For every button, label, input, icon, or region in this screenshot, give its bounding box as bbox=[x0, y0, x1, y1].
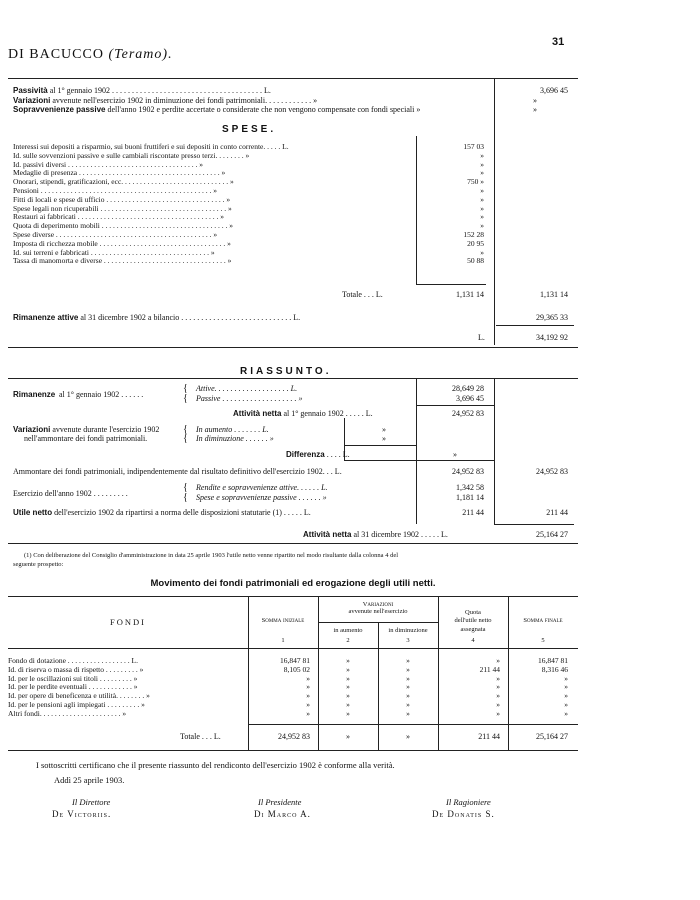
variazioni-label: Variazioni bbox=[13, 96, 51, 105]
brace-diminuzione: { bbox=[183, 433, 188, 444]
mov-total-c4: 211 44 bbox=[478, 732, 500, 741]
utile-rest: dell'esercizio 1902 da ripartirsi a norma delle disposizioni statutarie (1) . . . . . L. bbox=[52, 508, 311, 517]
spese-row-label: Fitti di locali e spese di ufficio . . . . . . . . . . . . . . . . . . . . . . . . . . . . . . . . » bbox=[13, 194, 231, 204]
certification: I sottoscritti certificano che il presente riassunto del rendiconto dell'esercizio 1902 è conforme alla verità. bbox=[36, 760, 395, 770]
brace-rendite: { bbox=[183, 482, 188, 493]
sopravvenienze-row bbox=[13, 105, 420, 114]
spese-row-value: 50 88 bbox=[467, 256, 484, 266]
spese-row-value: 20 95 bbox=[467, 238, 484, 248]
mov-cell-c4: » bbox=[496, 682, 500, 692]
mov-cell-c1: » bbox=[306, 708, 310, 718]
attivita-netta-rest: al 1° gennaio 1902 . . . . . L. bbox=[281, 409, 373, 418]
mov-cell-c5: » bbox=[564, 682, 568, 692]
brace-aumento: { bbox=[183, 424, 188, 435]
mov-cell-c2: » bbox=[346, 682, 350, 692]
attivita-netta-label: Attività netta bbox=[233, 409, 282, 418]
passivita-text: al 1° gennaio 1902 . . . . . . . . . . . . . . . . . . . . . . . . . . . . . . . . . . . . . . L. bbox=[47, 86, 271, 95]
th-n4: 4 bbox=[471, 637, 475, 644]
page-number: 31 bbox=[552, 36, 565, 48]
attivita-finale-label: Attività netta bbox=[303, 530, 352, 539]
rimanenze-amount: 29,365 33 bbox=[536, 313, 568, 322]
differenza-rest: . . . . L. bbox=[324, 450, 350, 459]
mov-cell-c4: » bbox=[496, 656, 500, 665]
spese-row-value: » bbox=[480, 203, 484, 213]
rule-grand bbox=[496, 325, 574, 326]
riassunto-title: RIASSUNTO. bbox=[240, 366, 332, 377]
rimanenze-label: Rimanenze attive bbox=[13, 313, 79, 322]
mov-cell-c4: 211 44 bbox=[479, 664, 500, 674]
variazioni-text: avvenute nell'esercizio 1902 in diminuzione dei fondi patrimoniali. . . . . . . . . . . . » bbox=[50, 96, 318, 105]
mov-cell-c2: » bbox=[346, 700, 350, 709]
passive-label: Passive . . . . . . . . . . . . . . . . . . . » bbox=[196, 394, 303, 403]
rule-movimento-top bbox=[8, 596, 578, 597]
mov-cell-c5: » bbox=[564, 673, 568, 683]
movimento-title: Movimento dei fondi patrimoniali ed erogazione degli utili netti. bbox=[150, 578, 436, 589]
mov-row-label: Id. di riserva o massa di rispetto . . . . . . . . . » bbox=[8, 664, 144, 674]
mov-cell-c5: 8,316 46 bbox=[541, 664, 568, 674]
mov-cell-c2: » bbox=[346, 673, 350, 683]
signature-role-presidente: Il Presidente bbox=[258, 797, 302, 807]
differenza-value: » bbox=[453, 450, 457, 459]
ammontare-right: 24,952 83 bbox=[536, 467, 568, 476]
rule-top bbox=[8, 78, 578, 79]
mov-total-c2: » bbox=[346, 732, 350, 741]
riassunto-variazioni-line2: nell'ammontare dei fondi patrimoniali. bbox=[24, 434, 148, 443]
mov-row-label: Id. per le perdite eventuali . . . . . . . . . . . . » bbox=[8, 682, 138, 692]
th-quota-sub2: assegnata bbox=[460, 626, 486, 633]
mov-cell-c3: » bbox=[406, 700, 410, 709]
th-n1: 1 bbox=[281, 637, 285, 644]
spese-total-value: 1,131 14 bbox=[456, 290, 484, 299]
utile-right: 211 44 bbox=[546, 508, 568, 517]
signature-role-ragioniere: Il Ragioniere bbox=[446, 797, 491, 807]
rule-riassunto-right bbox=[494, 378, 495, 524]
attivita-netta-row bbox=[233, 409, 373, 418]
rule-after-riassunto bbox=[8, 543, 578, 544]
mov-cell-c3: » bbox=[406, 682, 410, 692]
rule-var-split bbox=[318, 622, 438, 623]
in-diminuzione-label: In diminuzione . . . . . . » bbox=[196, 434, 274, 443]
rendite-value: 1,342 58 bbox=[456, 483, 484, 492]
mov-cell-c2: » bbox=[346, 664, 350, 674]
footnote-line1: (1) Con deliberazione del Consiglio d'amministrazione in data 25 aprile 1903 l'utile netto venne ripartito nel modo risultante dalla colonna 4 del bbox=[24, 552, 399, 559]
spese-row-value: » bbox=[480, 159, 484, 169]
rule-ammontare bbox=[344, 460, 494, 461]
mov-cell-c5: » bbox=[564, 708, 568, 718]
mov-cell-c3: » bbox=[406, 656, 410, 665]
spese-row-value: » bbox=[480, 150, 484, 160]
footnote-line2: seguente prospetto: bbox=[13, 561, 64, 568]
spese-row-label: Interessi sui depositi a risparmio, sui buoni fruttiferi e sui depositi in conto corrente. . . . . L. bbox=[13, 142, 289, 151]
spese-title: SPESE. bbox=[222, 124, 277, 135]
rimanenze-text: al 31 dicembre 1902 a bilancio . . . . . . . . . . . . . . . . . . . . . . . . . . . . L. bbox=[78, 313, 301, 322]
spese-total-right: 1,131 14 bbox=[540, 290, 568, 299]
th-somma-finale: Somma finale bbox=[523, 617, 563, 624]
mov-cell-c5: 16,847 81 bbox=[538, 656, 568, 665]
rule-right-col bbox=[494, 78, 495, 345]
rule-differenza bbox=[344, 445, 416, 446]
mov-cell-c3: » bbox=[406, 708, 410, 718]
brace-spese: { bbox=[183, 492, 188, 503]
variazioni-row bbox=[13, 96, 317, 105]
sopravvenienze-label: Sopravvenienze passive bbox=[13, 105, 106, 114]
in-aumento-value: » bbox=[382, 425, 386, 434]
spese-row-label: Tassa di manomorta e diverse . . . . . . . . . . . . . . . . . . . . . . . . . . . . . . . . . » bbox=[13, 256, 232, 266]
th-n5: 5 bbox=[541, 637, 545, 644]
rule-riassunto bbox=[8, 378, 578, 379]
spese-row-value: » bbox=[480, 212, 484, 222]
mov-cell-c1: » bbox=[306, 682, 310, 692]
spese-row-value: » bbox=[480, 168, 484, 178]
mov-cell-c3: » bbox=[406, 691, 410, 701]
th-variazioni: Variazioni bbox=[362, 601, 394, 608]
mov-cell-c4: » bbox=[496, 700, 500, 709]
ammontare-value: 24,952 83 bbox=[452, 467, 484, 476]
th-in-diminuzione: in diminuzione bbox=[388, 627, 428, 634]
mov-cell-c2: » bbox=[346, 691, 350, 701]
attivita-netta-value: 24,952 83 bbox=[452, 409, 484, 418]
mov-cell-c2: » bbox=[346, 708, 350, 718]
mov-row-label: Id. per opere di beneficenza e utilità. . . . . . . . » bbox=[8, 691, 150, 701]
th-n2: 2 bbox=[346, 637, 350, 644]
riassunto-variazioni-label: Variazioni bbox=[13, 425, 51, 434]
passivita-amount: 3,696 45 bbox=[540, 86, 568, 95]
page-title-text: DI BACUCCO bbox=[8, 47, 104, 62]
mov-cell-c5: » bbox=[564, 700, 568, 709]
signature-role-direttore: Il Direttore bbox=[72, 797, 111, 807]
rule-finale bbox=[494, 524, 574, 525]
th-in-aumento: in aumento bbox=[333, 627, 363, 634]
rule-header-bottom bbox=[8, 648, 578, 649]
differenza-row bbox=[286, 450, 350, 459]
spese-row-label: Id. sui terreni e fabbricati . . . . . . . . . . . . . . . . . . . . . . . . . . . . . . . . » bbox=[13, 247, 215, 257]
attivita-finale-rest: al 31 dicembre 1902 . . . . . L. bbox=[351, 530, 448, 539]
rimanenze-row bbox=[13, 313, 300, 322]
mov-row-label: Id. per le oscillazioni sui titoli . . . . . . . . . » bbox=[8, 673, 138, 683]
attive-label: Attive. . . . . . . . . . . . . . . . . . . L. bbox=[196, 384, 298, 393]
spese-row-label: Spese diverse . . . . . . . . . . . . . . . . . . . . . . . . . . . . . . . . . . . . . . . . . . » bbox=[13, 230, 218, 239]
brace-attive: { bbox=[183, 383, 188, 394]
spese-row-value: 157 03 bbox=[463, 142, 484, 151]
ammontare-label: Ammontare dei fondi patrimoniali, indipendentemente dal risultato definitivo dell'esercizio 1902. . . L. bbox=[13, 467, 342, 476]
brace-passive: { bbox=[183, 393, 188, 404]
rule-attivita bbox=[416, 405, 494, 406]
th-quota: Quota bbox=[465, 609, 481, 616]
date-line: Addì 25 aprile 1903. bbox=[54, 775, 125, 785]
differenza-label: Differenza bbox=[286, 450, 325, 459]
th-quota-sub1: dell'utile netto bbox=[454, 617, 492, 624]
signature-name-0: De Victoriis. bbox=[52, 809, 112, 819]
signature-name-2: De Donatis S. bbox=[432, 809, 495, 819]
rule-mov-total bbox=[248, 724, 578, 725]
in-aumento-label: In aumento . . . . . . . L. bbox=[196, 425, 269, 434]
spese-riassunto-value: 1,181 14 bbox=[456, 493, 484, 502]
mov-cell-c3: » bbox=[406, 673, 410, 683]
spese-row-label: Onorari, stipendi, gratificazioni, ecc. . . . . . . . . . . . . . . . . . . . . . . . . . . . . » bbox=[13, 177, 234, 187]
rule-after-grand bbox=[8, 347, 578, 348]
rendite-label: Rendite e sopravvenienze attive. . . . . . L. bbox=[196, 483, 328, 492]
riassunto-variazioni-line1: avvenute durante l'esercizio 1902 bbox=[50, 425, 160, 434]
th-variazioni-sub: avvenute nell'esercizio bbox=[348, 608, 408, 615]
mov-cell-c4: » bbox=[496, 708, 500, 718]
utile-value: 211 44 bbox=[462, 508, 484, 517]
attivita-finale-row bbox=[303, 530, 448, 539]
spese-total-label: Totale . . . L. bbox=[342, 290, 383, 299]
grand-label: L. bbox=[478, 333, 485, 342]
in-diminuzione-value: » bbox=[382, 434, 386, 443]
spese-riassunto-label: Spese e sopravvenienze passive . . . . . . » bbox=[196, 493, 327, 502]
spese-row-label: Id. sulle sovvenzioni passive e sulle cambiali riscontate presso terzi. . . . . . . . » bbox=[13, 150, 250, 160]
mov-cell-c3: » bbox=[406, 664, 410, 674]
spese-row-label: Spese legali non ricuperabili . . . . . . . . . . . . . . . . . . . . . . . . . . . . . . . . . . » bbox=[13, 203, 232, 213]
page-title bbox=[8, 47, 173, 63]
esercizio-label: Esercizio dell'anno 1902 . . . . . . . . . bbox=[13, 489, 128, 498]
passivita-label: Passività bbox=[13, 86, 48, 95]
spese-row-value: 750 » bbox=[467, 177, 484, 187]
passivita-row bbox=[13, 86, 271, 95]
rule-spese-total bbox=[416, 284, 486, 285]
spese-row-value: » bbox=[480, 186, 484, 195]
spese-row-value: » bbox=[480, 194, 484, 204]
mov-cell-c5: » bbox=[564, 691, 568, 701]
mov-total-c5: 25,164 27 bbox=[536, 732, 568, 741]
mov-cell-c1: » bbox=[306, 700, 310, 709]
spese-row-label: Quota di deperimento mobili . . . . . . . . . . . . . . . . . . . . . . . . . . . . . . . . . . » bbox=[13, 221, 233, 231]
mov-row-label: Fondo di dotazione . . . . . . . . . . . . . . . . . L. bbox=[8, 656, 138, 665]
variazioni-amount: » bbox=[533, 96, 537, 105]
spese-row-value: » bbox=[480, 247, 484, 257]
mov-cell-c1: 8,105 02 bbox=[283, 664, 310, 674]
mov-total-label: Totale . . . L. bbox=[180, 732, 221, 741]
spese-row-value: » bbox=[480, 221, 484, 231]
mov-cell-c1: » bbox=[306, 691, 310, 701]
mov-cell-c1: 16,847 81 bbox=[280, 656, 310, 665]
riassunto-rimanenze-date: al 1° gennaio 1902 . . . . . . bbox=[59, 390, 144, 399]
attivita-finale-value: 25,164 27 bbox=[536, 530, 568, 539]
signature-name-1: Di Marco A. bbox=[254, 809, 311, 819]
utile-label: Utile netto bbox=[13, 508, 53, 517]
sopravvenienze-text: dell'anno 1902 e perdite accertate o considerate che non vengono compensate con fondi speciali » bbox=[105, 105, 421, 114]
riassunto-variazioni bbox=[13, 425, 159, 434]
spese-row-label: Id. passivi diversi . . . . . . . . . . . . . . . . . . . . . . . . . . . . . . . . . . . » bbox=[13, 159, 203, 169]
attive-value: 28,649 28 bbox=[452, 384, 484, 393]
th-fondi: FONDI bbox=[110, 617, 146, 627]
spese-row-label: Pensioni . . . . . . . . . . . . . . . . . . . . . . . . . . . . . . . . . . . . . . . . . . . . . . » bbox=[13, 186, 217, 195]
spese-row-label: Imposta di ricchezza mobile . . . . . . . . . . . . . . . . . . . . . . . . . . . . . . . . . . » bbox=[13, 238, 231, 248]
rule-mov-bottom bbox=[8, 750, 578, 751]
riassunto-rimanenze-label: Rimanenze bbox=[13, 390, 56, 399]
th-n3: 3 bbox=[406, 637, 410, 644]
spese-row-label: Medaglie di presenza . . . . . . . . . . . . . . . . . . . . . . . . . . . . . . . . . . . . . . » bbox=[13, 168, 226, 178]
th-somma-iniziale: Somma iniziale bbox=[261, 617, 305, 624]
mov-cell-c4: » bbox=[496, 691, 500, 701]
spese-row-value: 152 28 bbox=[463, 230, 484, 239]
spese-row-label: Restauri ai fabbricati . . . . . . . . . . . . . . . . . . . . . . . . . . . . . . . . . . . . . . » bbox=[13, 212, 225, 222]
passive-value: 3,696 45 bbox=[456, 394, 484, 403]
grand-amount: 34,192 92 bbox=[536, 333, 568, 342]
mov-row-label: Id. per le pensioni agli impiegati . . . . . . . . . » bbox=[8, 700, 145, 709]
mov-cell-c4: » bbox=[496, 673, 500, 683]
mov-cell-c2: » bbox=[346, 656, 350, 665]
sopravvenienze-amount: » bbox=[533, 105, 537, 114]
mov-total-c1: 24,952 83 bbox=[278, 732, 310, 741]
mov-total-c3: » bbox=[406, 732, 410, 741]
mov-row-label: Altri fondi. . . . . . . . . . . . . . . . . . . . . . » bbox=[8, 708, 127, 718]
page-subtitle: (Teramo). bbox=[108, 47, 173, 62]
mov-cell-c1: » bbox=[306, 673, 310, 683]
utile-row bbox=[13, 508, 311, 517]
